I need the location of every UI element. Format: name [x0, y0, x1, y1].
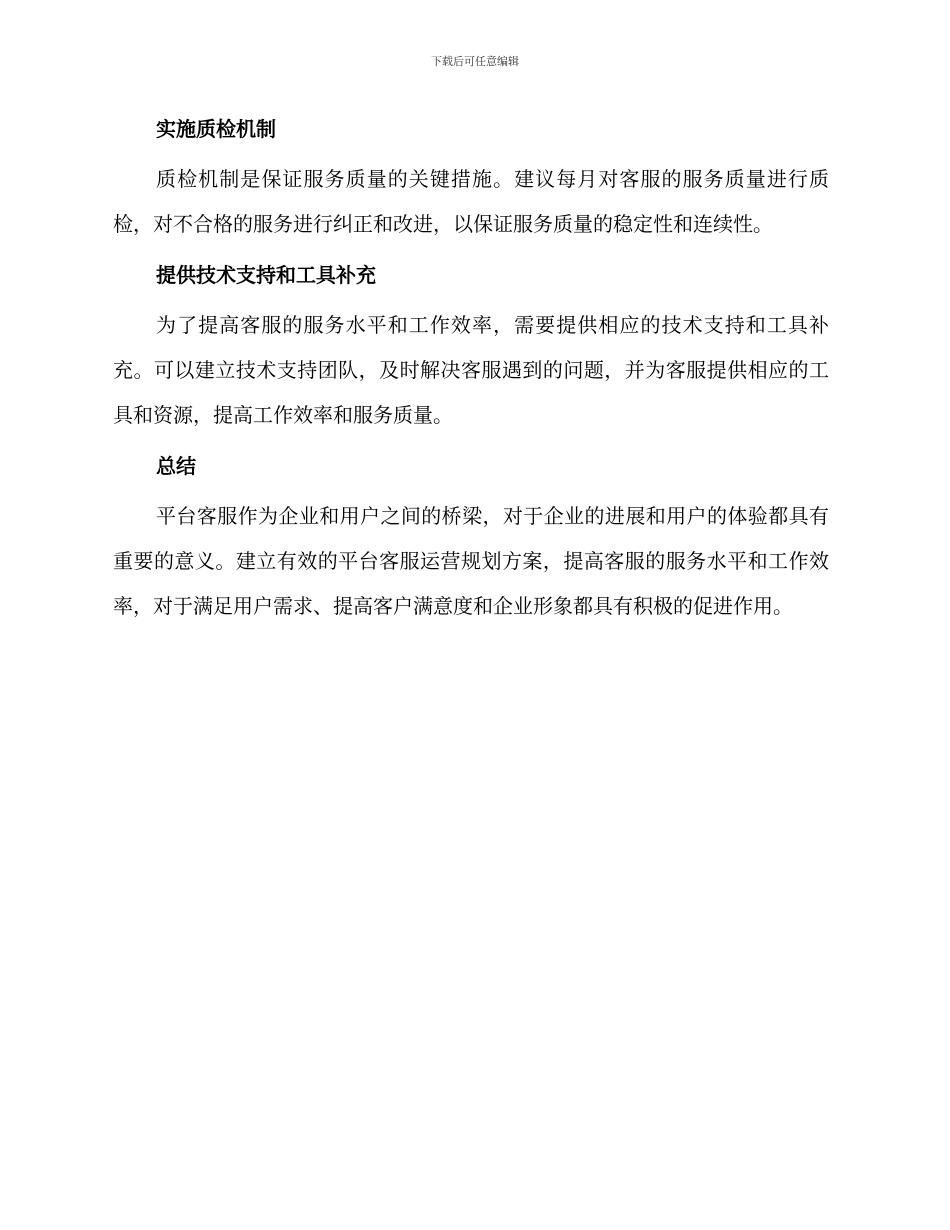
section-heading-technical-support: 提供技术支持和工具补充 — [156, 263, 376, 287]
page-header: 下载后可任意编辑 — [431, 55, 519, 68]
section-heading-summary: 总结 — [156, 454, 196, 478]
section-paragraph-technical-support: 为了提高客服的服务水平和工作效率，需要提供相应的技术支持和工具补充。可以建立技术支持团队，及时解决客服遇到的问题，并为客服提供相应的工具和资源，提高工作效率和服务质量。 — [113, 313, 829, 427]
section-paragraph-summary: 平台客服作为企业和用户之间的桥梁，对于企业的进展和用户的体验都具有重要的意义。建立有效的平台客服运营规划方案，提高客服的服务水平和工作效率，对于满足用户需求、提高客户满意度和企业形象都具有积极的促进作用。 — [113, 504, 829, 618]
section-heading-quality-inspection: 实施质检机制 — [156, 117, 276, 141]
document-body — [113, 112, 829, 629]
section-paragraph-quality-inspection: 质检机制是保证服务质量的关键措施。建议每月对客服的服务质量进行质检，对不合格的服务进行纠正和改进，以保证服务质量的稳定性和连续性。 — [113, 167, 829, 236]
